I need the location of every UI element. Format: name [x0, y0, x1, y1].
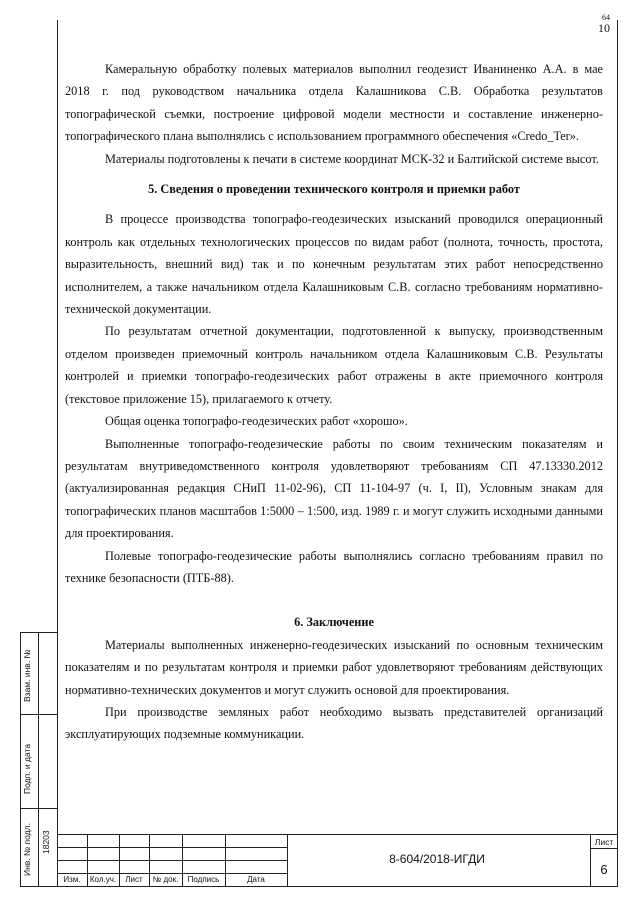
sheet-label: Лист	[594, 837, 614, 847]
tb-col-data: Дата	[247, 875, 265, 884]
paragraph-overall-rating: Общая оценка топографо-геодезических работ «хорошо».	[105, 414, 408, 429]
side-stamp	[20, 632, 57, 886]
page-number-main: 10	[598, 21, 610, 35]
paragraph-acceptance-control: По результатам отчетной документации, подготовленной к выпуску, производственным отделом произведен приемочный контроль начальником отдела Калашниковым С.В. Результаты контролей и приемки топографо-геодезических работ отражены в акте приемочного контроля (текстовое приложение 15), прилагаемого к отчету.	[65, 324, 603, 406]
side-stamp-row-line	[20, 632, 57, 633]
side-label-inv: Инв. № подл.	[22, 823, 32, 876]
sheet-number: 6	[600, 862, 608, 877]
document-code: 8-604/2018-ИГДИ	[389, 852, 485, 866]
frame-right-border	[617, 20, 618, 886]
tb-line	[590, 848, 618, 849]
paragraph-compliance: Выполненные топографо-геодезические работы по своим техническим показателям и результатам внутриведомственного контроля удовлетворяют требованиям СП 47.13330.2012 (актуализированная редакция СНиП 11-02-96), СП 11-104-97 (ч. I, II), Условным знакам для топографических планов масштабов 1:5000 – 1:500, изд. 1989 г. и могут служить исходными данными для проектирования.	[65, 436, 603, 541]
frame-left-border	[57, 20, 58, 886]
side-label-podp: Подп. и дата	[22, 743, 32, 794]
page-number	[590, 14, 610, 35]
title-block	[57, 834, 618, 886]
side-label-vzam: Взам. инв. №	[22, 649, 32, 702]
section-heading-5: 5. Сведения о проведении технического контроля и приемки работ	[148, 182, 520, 197]
tb-col-ndok: № док.	[152, 875, 179, 884]
tb-col-podpis: Подпись	[187, 875, 220, 884]
tb-line	[57, 847, 287, 848]
paragraph-conclusion: Материалы выполненных инженерно-геодезических изысканий по основным техническим показателям и по результатам контроля и приемки работ удовлетворяют требованиям действующих нормативно-технических документов и могут служить основой для проектирования.	[65, 637, 603, 697]
paragraph-earthworks: При производстве земляных работ необходимо вызвать представителей организаций эксплуатирующих подземные коммуникации.	[65, 704, 603, 742]
tb-line	[57, 834, 618, 835]
tb-col-list: Лист	[125, 875, 143, 884]
frame-bottom-border	[20, 886, 618, 887]
paragraph-safety: Полевые топографо-геодезические работы выполнялись согласно требованиям правил по технике безопасности (ПТБ-88).	[65, 548, 603, 585]
side-stamp-row-line	[20, 808, 57, 809]
paragraph-processing: Камеральную обработку полевых материалов выполнил геодезист Иваниненко А.А. в мае 2018 г. под руководством начальника отдела Калашникова С.В. Обработка результатов топографической съемки, построение цифровой модели местности и составление инженерно-топографического плана выполнялись с использованием программного обеспечения «Credo_Ter».	[65, 62, 603, 144]
document-body	[65, 58, 603, 746]
side-stamp-row-line	[20, 714, 57, 715]
section-heading-6: 6. Заключение	[294, 615, 374, 630]
side-inv-value: 18203	[41, 830, 51, 854]
side-stamp-outer-line	[20, 632, 21, 886]
side-stamp-inner-line	[38, 632, 39, 886]
tb-col-izm: Изм.	[63, 875, 81, 884]
tb-line	[57, 860, 287, 861]
tb-col-koluch: Кол.уч.	[89, 875, 117, 884]
page-number-small: 64	[602, 13, 610, 22]
paragraph-coordinates: Материалы подготовлены к печати в системе координат МСК-32 и Балтийской системе высот.	[105, 151, 599, 166]
paragraph-operational-control: В процессе производства топографо-геодезических изысканий проводился операционный контроль как отдельных технологических процессов по видам работ (полнота, точность, простота, выразительность, внешний вид) так и по конечным результатам этих работ непосредственно исполнителем, а также начальником отдела Калашниковым С.В. согласно требованиям нормативно-технической документации.	[65, 212, 603, 317]
